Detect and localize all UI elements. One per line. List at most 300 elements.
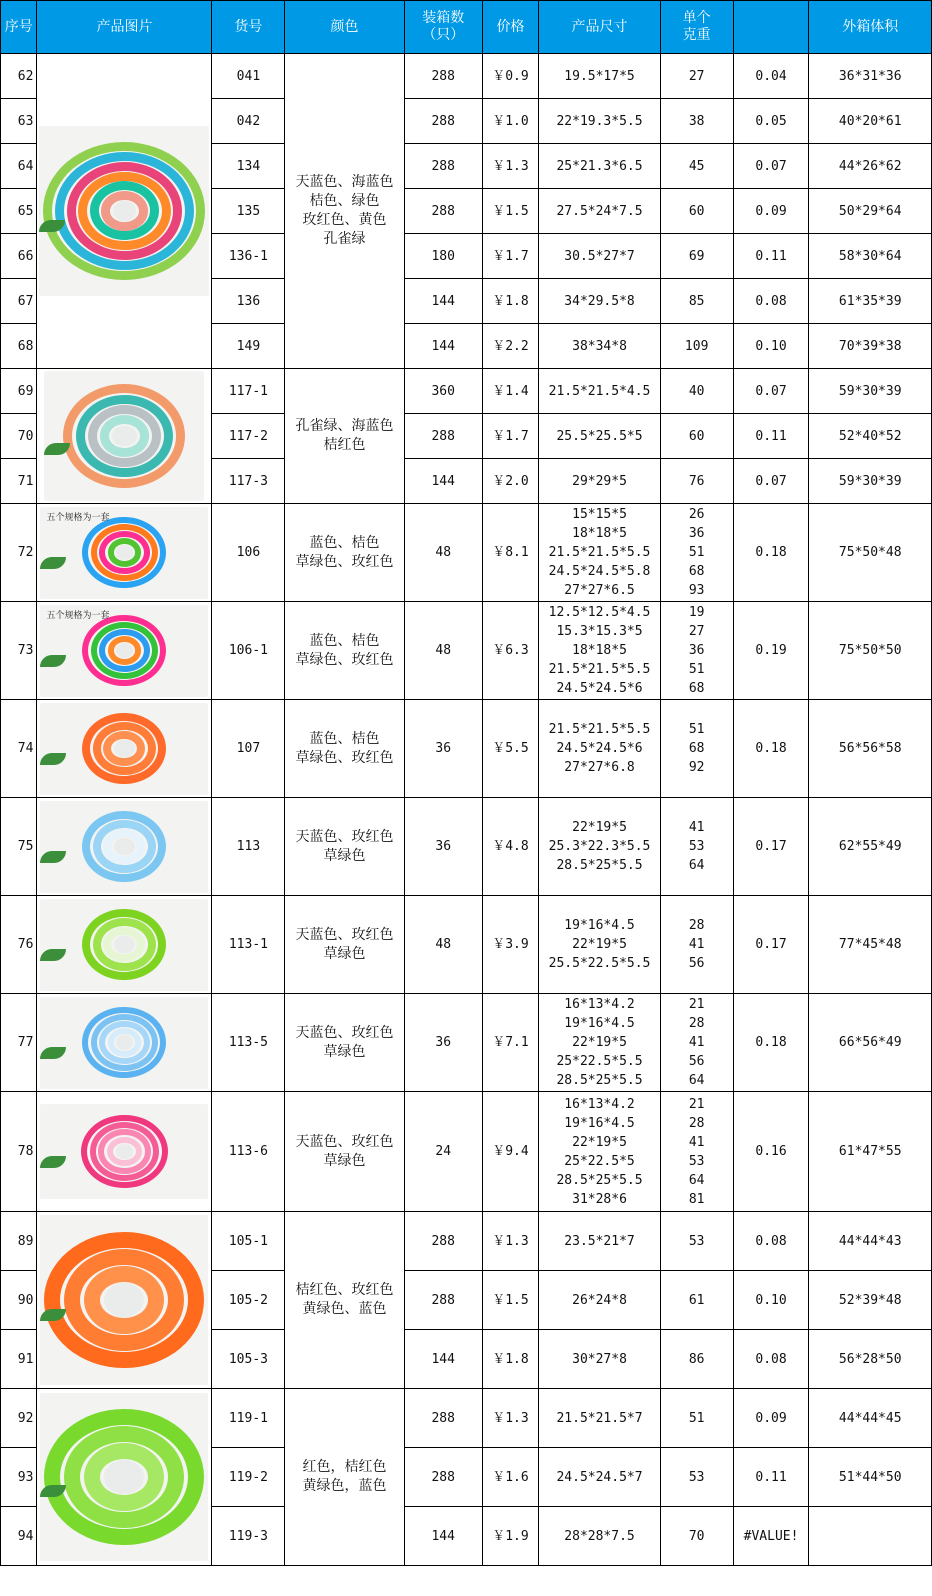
header-weight: 单个 克重 — [660, 1, 733, 54]
size-line: 25*22.5*5.5 — [556, 1054, 643, 1069]
cell-weight — [660, 1507, 733, 1566]
cell-price: ￥8.1 — [482, 504, 539, 602]
cell-code: 113-1 — [212, 896, 285, 994]
size-line: 27*27*6.5 — [564, 583, 635, 598]
weight-line: 41 — [688, 820, 705, 835]
cell-qty: 36 — [404, 798, 482, 896]
cell-code: 042 — [212, 99, 285, 144]
cell-price: ￥2.0 — [482, 459, 539, 504]
cell-code: 119-1 — [212, 1389, 285, 1448]
cell-seq: 63 — [1, 99, 37, 144]
cell-image — [37, 1092, 212, 1212]
cell-volume: 0.18 — [733, 700, 809, 798]
cell-color: 天蓝色、玫红色 草绿色 — [285, 896, 404, 994]
leaf-decoration — [40, 753, 66, 765]
cell-size — [539, 414, 660, 459]
cell-size — [539, 1212, 660, 1271]
cell-qty: 360 — [404, 369, 482, 414]
cell-weight — [660, 1212, 733, 1271]
cell-seq: 89 — [1, 1212, 37, 1271]
size-line: 18*18*5 — [572, 526, 627, 541]
product-photo — [40, 507, 208, 599]
cell-weight — [660, 324, 733, 369]
table-row — [1, 896, 932, 994]
cell-weight — [660, 1330, 733, 1389]
size-line: 28.5*25*5.5 — [556, 858, 643, 873]
cell-qty: 288 — [404, 189, 482, 234]
cell-size — [539, 1330, 660, 1389]
size-line: 25.3*22.3*5.5 — [548, 839, 651, 854]
weight-line: 68 — [688, 564, 705, 579]
cell-size — [539, 700, 660, 798]
cell-box: 52*40*52 — [809, 414, 932, 459]
header-image: 产品图片 — [37, 1, 212, 54]
cell-price: ￥1.3 — [482, 144, 539, 189]
cell-volume: 0.09 — [733, 1389, 809, 1448]
leaf-decoration — [40, 949, 66, 961]
cell-price: ￥1.3 — [482, 1212, 539, 1271]
cell-qty: 288 — [404, 1271, 482, 1330]
cell-seq: 74 — [1, 700, 37, 798]
bowl-center — [114, 936, 135, 954]
cell-qty: 144 — [404, 324, 482, 369]
table-row — [1, 369, 932, 414]
bowl-center — [113, 201, 136, 221]
cell-qty: 24 — [404, 1092, 482, 1212]
cell-image — [37, 369, 212, 504]
cell-seq: 69 — [1, 369, 37, 414]
cell-size — [539, 279, 660, 324]
cell-box: 59*30*39 — [809, 459, 932, 504]
cell-code: 041 — [212, 54, 285, 99]
weight-line: 56 — [688, 956, 705, 971]
header-box: 外箱体积 — [809, 1, 932, 54]
cell-price: ￥4.8 — [482, 798, 539, 896]
size-line: 21.5*21.5*4.5 — [548, 383, 651, 399]
cell-volume: 0.17 — [733, 798, 809, 896]
size-line: 24.5*24.5*6 — [556, 681, 643, 696]
cell-box: 56*56*58 — [809, 700, 932, 798]
weight-line: 51 — [688, 722, 705, 737]
cell-weight — [660, 994, 733, 1092]
cell-weight — [660, 896, 733, 994]
cell-seq: 92 — [1, 1389, 37, 1448]
size-line: 24.5*24.5*7 — [556, 1469, 643, 1485]
cell-weight — [660, 144, 733, 189]
weight-line: 70 — [688, 1528, 705, 1544]
cell-volume: 0.08 — [733, 1212, 809, 1271]
cell-volume: 0.07 — [733, 144, 809, 189]
size-line: 30*27*8 — [572, 1351, 627, 1367]
cell-volume: 0.05 — [733, 99, 809, 144]
bowl-center — [116, 1035, 133, 1049]
cell-weight — [660, 798, 733, 896]
size-line: 28.5*25*5.5 — [556, 1172, 643, 1188]
size-line: 29*29*5 — [572, 473, 627, 489]
cell-image — [37, 700, 212, 798]
cell-weight — [660, 1389, 733, 1448]
table-row — [1, 994, 932, 1092]
cell-qty: 144 — [404, 279, 482, 324]
cell-box: 58*30*64 — [809, 234, 932, 279]
size-line: 24.5*24.5*5.8 — [548, 564, 651, 579]
size-line: 22*19*5 — [572, 937, 627, 952]
cell-volume: 0.09 — [733, 189, 809, 234]
table-row — [1, 1092, 932, 1212]
cell-price: ￥5.5 — [482, 700, 539, 798]
weight-line: 28 — [688, 1016, 705, 1031]
leaf-decoration — [40, 1156, 66, 1168]
cell-box: 56*28*50 — [809, 1330, 932, 1389]
cell-code: 117-3 — [212, 459, 285, 504]
size-line: 21.5*21.5*5.5 — [548, 545, 651, 560]
size-line: 16*13*4.2 — [564, 1096, 635, 1112]
cell-box: 36*31*36 — [809, 54, 932, 99]
header-color: 颜色 — [285, 1, 404, 54]
bowl-center — [114, 838, 135, 856]
cell-size — [539, 459, 660, 504]
leaf-decoration — [40, 851, 66, 863]
cell-size — [539, 1507, 660, 1566]
weight-line: 53 — [688, 1153, 705, 1169]
cell-weight — [660, 279, 733, 324]
table-body — [1, 54, 932, 1566]
bowl-center — [116, 643, 133, 657]
cell-code: 113 — [212, 798, 285, 896]
weight-line: 56 — [688, 1054, 705, 1069]
weight-line: 27 — [688, 624, 705, 639]
photo-caption: 五个规格为一套 — [46, 610, 110, 621]
header-code: 货号 — [212, 1, 285, 54]
size-line: 31*28*6 — [572, 1191, 627, 1207]
cell-box: 70*39*38 — [809, 324, 932, 369]
cell-code: 134 — [212, 144, 285, 189]
cell-size — [539, 504, 660, 602]
weight-line: 86 — [688, 1351, 705, 1367]
weight-line: 64 — [688, 1073, 705, 1088]
cell-image — [37, 504, 212, 602]
cell-price: ￥1.5 — [482, 1271, 539, 1330]
cell-price: ￥1.3 — [482, 1389, 539, 1448]
cell-seq: 66 — [1, 234, 37, 279]
cell-code: 136 — [212, 279, 285, 324]
weight-line: 41 — [688, 937, 705, 952]
cell-price: ￥1.6 — [482, 1448, 539, 1507]
cell-weight — [660, 1092, 733, 1212]
cell-seq: 64 — [1, 144, 37, 189]
weight-line: 51 — [688, 1410, 705, 1426]
cell-volume: 0.11 — [733, 1448, 809, 1507]
cell-volume: #VALUE! — [733, 1507, 809, 1566]
cell-weight — [660, 99, 733, 144]
cell-qty: 288 — [404, 414, 482, 459]
cell-size — [539, 189, 660, 234]
weight-line: 64 — [688, 1172, 705, 1188]
cell-code: 135 — [212, 189, 285, 234]
cell-size — [539, 54, 660, 99]
size-line: 15.3*15.3*5 — [556, 624, 643, 639]
cell-weight — [660, 414, 733, 459]
product-photo — [39, 126, 209, 296]
cell-price: ￥1.7 — [482, 234, 539, 279]
table-row — [1, 700, 932, 798]
cell-color: 天蓝色、玫红色 草绿色 — [285, 994, 404, 1092]
cell-price: ￥1.7 — [482, 414, 539, 459]
cell-weight — [660, 1448, 733, 1507]
bowl-center — [112, 426, 136, 447]
cell-size — [539, 324, 660, 369]
cell-size — [539, 99, 660, 144]
cell-box: 66*56*49 — [809, 994, 932, 1092]
cell-qty: 288 — [404, 1212, 482, 1271]
size-line: 16*13*4.2 — [564, 997, 635, 1012]
size-line: 23.5*21*7 — [564, 1233, 635, 1249]
product-photo — [40, 997, 208, 1089]
product-photo — [40, 1215, 208, 1385]
cell-seq: 76 — [1, 896, 37, 994]
weight-line: 53 — [688, 1233, 705, 1249]
cell-image — [37, 54, 212, 369]
cell-box: 44*26*62 — [809, 144, 932, 189]
weight-line: 93 — [688, 583, 705, 598]
size-line: 22*19*5 — [572, 1035, 627, 1050]
size-line: 18*18*5 — [572, 643, 627, 658]
cell-box: 52*39*48 — [809, 1271, 932, 1330]
cell-price: ￥1.5 — [482, 189, 539, 234]
weight-line: 85 — [688, 293, 705, 309]
table-row — [1, 504, 932, 602]
cell-image — [37, 994, 212, 1092]
cell-qty: 48 — [404, 896, 482, 994]
weight-line: 53 — [688, 839, 705, 854]
leaf-decoration — [40, 1047, 66, 1059]
cell-code: 117-2 — [212, 414, 285, 459]
cell-weight — [660, 700, 733, 798]
cell-volume: 0.08 — [733, 1330, 809, 1389]
header-volume — [733, 1, 809, 54]
cell-volume: 0.18 — [733, 504, 809, 602]
cell-code: 106 — [212, 504, 285, 602]
cell-box: 44*44*43 — [809, 1212, 932, 1271]
size-line: 25*22.5*5 — [564, 1153, 635, 1169]
cell-seq: 68 — [1, 324, 37, 369]
weight-line: 41 — [688, 1134, 705, 1150]
cell-color: 蓝色、桔色 草绿色、玫红色 — [285, 504, 404, 602]
cell-weight — [660, 504, 733, 602]
table-row — [1, 798, 932, 896]
cell-qty: 288 — [404, 99, 482, 144]
bowl-center — [116, 545, 133, 559]
table-row — [1, 1389, 932, 1448]
header-seq: 序号 — [1, 1, 37, 54]
cell-color: 蓝色、桔色 草绿色、玫红色 — [285, 602, 404, 700]
size-line: 28.5*25*5.5 — [556, 1073, 643, 1088]
cell-seq: 77 — [1, 994, 37, 1092]
cell-box: 59*30*39 — [809, 369, 932, 414]
cell-size — [539, 1092, 660, 1212]
product-photo — [40, 899, 208, 991]
size-line: 21.5*21.5*5.5 — [548, 722, 651, 737]
weight-line: 51 — [688, 662, 705, 677]
photo-caption: 五个规格为一套 — [46, 512, 110, 523]
size-line: 30.5*27*7 — [564, 248, 635, 264]
header-row — [1, 1, 932, 54]
weight-line: 69 — [688, 248, 705, 264]
size-line: 12.5*12.5*4.5 — [548, 605, 651, 620]
cell-size — [539, 144, 660, 189]
weight-line: 28 — [688, 1115, 705, 1131]
cell-size — [539, 1448, 660, 1507]
cell-price: ￥9.4 — [482, 1092, 539, 1212]
cell-qty: 288 — [404, 1389, 482, 1448]
cell-weight — [660, 189, 733, 234]
cell-image — [37, 1389, 212, 1566]
cell-qty: 144 — [404, 1330, 482, 1389]
cell-qty: 36 — [404, 994, 482, 1092]
product-photo — [40, 801, 208, 893]
size-line: 22*19*5 — [572, 820, 627, 835]
cell-color: 天蓝色、玫红色 草绿色 — [285, 798, 404, 896]
weight-line: 76 — [688, 473, 705, 489]
cell-weight — [660, 54, 733, 99]
cell-code: 113-5 — [212, 994, 285, 1092]
cell-box: 40*20*61 — [809, 99, 932, 144]
cell-price: ￥3.9 — [482, 896, 539, 994]
size-line: 22*19*5 — [572, 1134, 627, 1150]
size-line: 25.5*25.5*5 — [556, 428, 643, 444]
product-photo — [44, 371, 204, 501]
cell-box: 51*44*50 — [809, 1448, 932, 1507]
weight-line: 53 — [688, 1469, 705, 1485]
weight-line: 36 — [688, 526, 705, 541]
cell-seq: 94 — [1, 1507, 37, 1566]
cell-qty: 144 — [404, 459, 482, 504]
weight-line: 68 — [688, 681, 705, 696]
cell-price: ￥1.0 — [482, 99, 539, 144]
cell-weight — [660, 234, 733, 279]
cell-volume: 0.10 — [733, 1271, 809, 1330]
header-price: 价格 — [482, 1, 539, 54]
cell-qty: 36 — [404, 700, 482, 798]
cell-box: 44*44*45 — [809, 1389, 932, 1448]
size-line: 27.5*24*7.5 — [556, 203, 643, 219]
cell-size — [539, 1271, 660, 1330]
table-row — [1, 54, 932, 99]
cell-color: 孔雀绿、海蓝色 桔红色 — [285, 369, 404, 504]
cell-price: ￥1.8 — [482, 279, 539, 324]
cell-volume: 0.08 — [733, 279, 809, 324]
cell-box: 50*29*64 — [809, 189, 932, 234]
cell-weight — [660, 1271, 733, 1330]
size-line: 24.5*24.5*6 — [556, 741, 643, 756]
cell-code: 106-1 — [212, 602, 285, 700]
leaf-decoration — [40, 557, 66, 569]
cell-code: 136-1 — [212, 234, 285, 279]
cell-weight — [660, 369, 733, 414]
size-line: 19*16*4.5 — [564, 918, 635, 933]
cell-seq: 73 — [1, 602, 37, 700]
cell-box: 62*55*49 — [809, 798, 932, 896]
cell-code: 105-2 — [212, 1271, 285, 1330]
cell-size — [539, 234, 660, 279]
size-line: 38*34*8 — [572, 338, 627, 354]
cell-box: 61*35*39 — [809, 279, 932, 324]
weight-line: 81 — [688, 1191, 705, 1207]
cell-size — [539, 602, 660, 700]
weight-line: 109 — [684, 338, 709, 354]
size-line: 27*27*6.8 — [564, 760, 635, 775]
cell-code: 113-6 — [212, 1092, 285, 1212]
cell-image — [37, 602, 212, 700]
size-line: 26*24*8 — [572, 1292, 627, 1308]
cell-price: ￥0.9 — [482, 54, 539, 99]
cell-seq: 90 — [1, 1271, 37, 1330]
weight-line: 60 — [688, 203, 705, 219]
cell-size — [539, 1389, 660, 1448]
product-photo — [40, 605, 208, 697]
cell-qty: 288 — [404, 1448, 482, 1507]
size-line: 34*29.5*8 — [564, 293, 635, 309]
size-line: 21.5*21.5*5.5 — [548, 662, 651, 677]
cell-weight — [660, 602, 733, 700]
cell-seq: 67 — [1, 279, 37, 324]
size-line: 28*28*7.5 — [564, 1528, 635, 1544]
cell-qty: 288 — [404, 144, 482, 189]
cell-image — [37, 896, 212, 994]
product-photo — [40, 703, 208, 795]
product-photo — [40, 1393, 208, 1561]
cell-volume: 0.10 — [733, 324, 809, 369]
cell-code: 107 — [212, 700, 285, 798]
size-line: 19*16*4.5 — [564, 1115, 635, 1131]
cell-price: ￥1.4 — [482, 369, 539, 414]
cell-volume: 0.16 — [733, 1092, 809, 1212]
cell-box: 75*50*50 — [809, 602, 932, 700]
weight-line: 19 — [688, 605, 705, 620]
bowl-center — [116, 1144, 133, 1159]
cell-code: 105-3 — [212, 1330, 285, 1389]
cell-color: 红色，桔红色 黄绿色，蓝色 — [285, 1389, 404, 1566]
cell-code: 149 — [212, 324, 285, 369]
bowl-center — [114, 740, 135, 758]
weight-line: 60 — [688, 428, 705, 444]
cell-volume: 0.11 — [733, 414, 809, 459]
size-line: 15*15*5 — [572, 507, 627, 522]
cell-volume: 0.19 — [733, 602, 809, 700]
cell-seq: 75 — [1, 798, 37, 896]
cell-seq: 62 — [1, 54, 37, 99]
size-line: 19.5*17*5 — [564, 68, 635, 84]
cell-code: 117-1 — [212, 369, 285, 414]
size-line: 25*21.3*6.5 — [556, 158, 643, 174]
weight-line: 38 — [688, 113, 705, 129]
size-line: 22*19.3*5.5 — [556, 113, 643, 129]
cell-price: ￥2.2 — [482, 324, 539, 369]
cell-size — [539, 798, 660, 896]
cell-seq: 71 — [1, 459, 37, 504]
cell-color: 天蓝色、海蓝色 桔色、绿色 玫红色、黄色 孔雀绿 — [285, 54, 404, 369]
weight-line: 61 — [688, 1292, 705, 1308]
cell-box: 61*47*55 — [809, 1092, 932, 1212]
cell-box: 75*50*48 — [809, 504, 932, 602]
cell-color: 蓝色、桔色 草绿色、玫红色 — [285, 700, 404, 798]
table-row — [1, 1212, 932, 1271]
cell-weight — [660, 459, 733, 504]
weight-line: 92 — [688, 760, 705, 775]
cell-size — [539, 994, 660, 1092]
cell-box: 77*45*48 — [809, 896, 932, 994]
weight-line: 28 — [688, 918, 705, 933]
